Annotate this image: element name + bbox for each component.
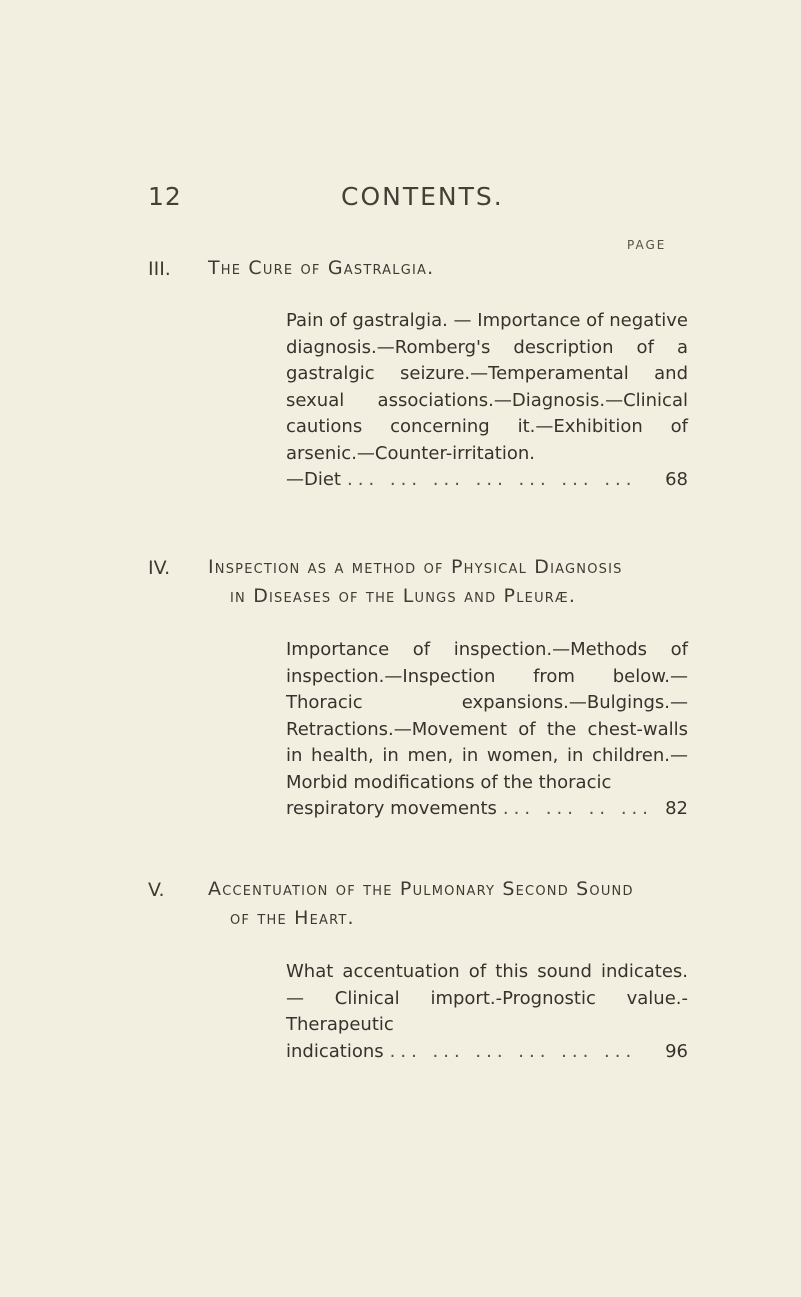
section-last-line: indications	[286, 1040, 384, 1062]
page-title: CONTENTS.	[341, 182, 504, 211]
section-description	[286, 308, 688, 494]
section-title-line: Inspection as a method of Physical Diagnosis	[208, 556, 623, 578]
section-page-number: 82	[665, 798, 688, 819]
toc-entry-leader	[286, 467, 688, 494]
section-title	[208, 875, 728, 933]
section-title-line: of the Heart.	[230, 907, 355, 929]
section-page-number: 68	[665, 469, 688, 490]
section-description	[286, 959, 688, 1065]
toc-entry-leader	[286, 796, 688, 823]
section-numeral: V.	[148, 879, 165, 901]
section-title	[208, 553, 728, 611]
toc-entry-leader	[286, 1039, 688, 1066]
page-number: 12	[148, 182, 182, 211]
section-last-line: respiratory movements	[286, 798, 497, 819]
section-body-text: What accentuation of this sound indicates.— Clinical import.-Prognostic value.-Therapeutic	[286, 961, 688, 1035]
section-description	[286, 637, 688, 823]
section-title-line: in Diseases of the Lungs and Pleuræ.	[230, 585, 577, 607]
section-title-line: The Cure of Gastralgia.	[208, 257, 435, 279]
section-last-line: —Diet	[286, 469, 341, 490]
section-numeral: III.	[148, 258, 171, 280]
leader-dots: ... ... .. ...	[502, 798, 653, 819]
page-column-label: PAGE	[627, 238, 667, 252]
section-title-line: Accentuation of the Pulmonary Second Sound	[208, 878, 634, 900]
leader-dots: ... ... ... ... ... ...	[389, 1040, 637, 1062]
section-title	[208, 254, 728, 283]
section-body-text: Pain of gastralgia. — Importance of negative diagnosis.—Romberg's description of a gastralgic seizure.—Temperamental and sexual associations.—Diagnosis.—Clinical cautions concerning it.—Exhibition of arsenic.—Counter-irritation.	[286, 310, 688, 464]
section-page-number: 96	[665, 1040, 688, 1062]
leader-dots: ... ... ... ... ... ... ...	[347, 469, 637, 490]
section-numeral: IV.	[148, 557, 171, 579]
section-body-text: Importance of inspection.—Methods of inspection.—Inspection from below.—Thoracic expansions.—Bulgings.—Retractions.—Movement of the chest-walls in health, in men, in women, in children.—Morbid modifications of the thoracic	[286, 639, 688, 793]
